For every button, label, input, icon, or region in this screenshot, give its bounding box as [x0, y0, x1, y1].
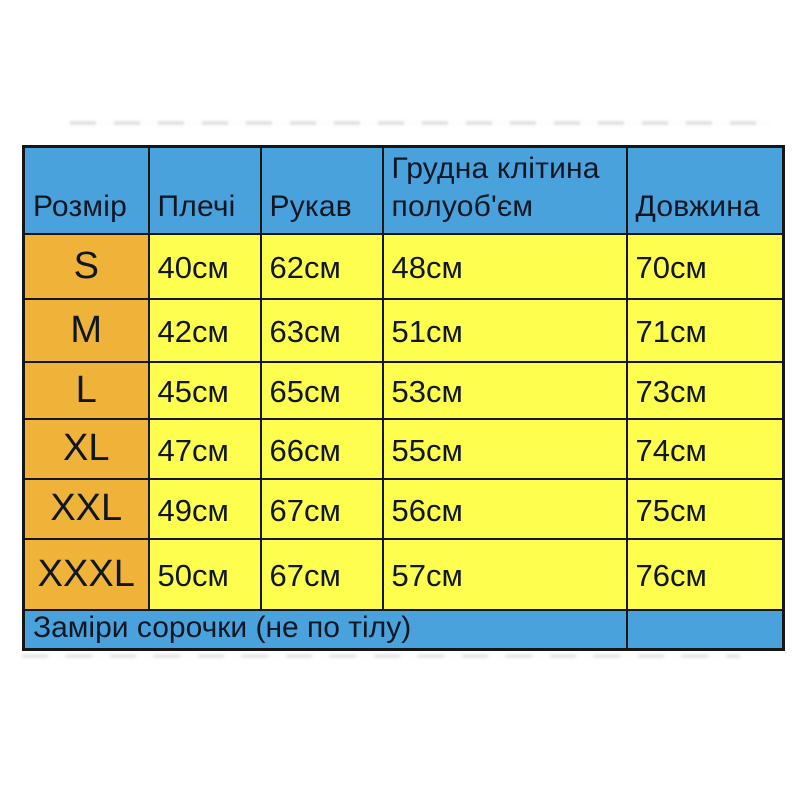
value-cell: 70см	[627, 234, 784, 299]
value-cell: 67см	[261, 539, 383, 610]
value-cell: 47см	[149, 419, 261, 479]
value-cell: 71см	[627, 299, 784, 362]
value-cell: 74см	[627, 419, 784, 479]
table-row	[24, 299, 784, 362]
table-row	[24, 479, 784, 539]
header-cell-chest: Грудна клітина полуоб'єм	[383, 147, 627, 234]
value-cell: 53см	[383, 362, 627, 419]
value-cell: 51см	[383, 299, 627, 362]
header-cell-size: Розмір	[24, 147, 149, 234]
value-cell: 45см	[149, 362, 261, 419]
value-cell: 56см	[383, 479, 627, 539]
value-cell: 76см	[627, 539, 784, 610]
value-cell: 73см	[627, 362, 784, 419]
value-cell: 67см	[261, 479, 383, 539]
value-cell: 48см	[383, 234, 627, 299]
value-cell: 49см	[149, 479, 261, 539]
footer-row	[24, 610, 784, 650]
size-cell: XXL	[24, 479, 149, 539]
value-cell: 62см	[261, 234, 383, 299]
size-cell: L	[24, 362, 149, 419]
footer-empty-cell	[627, 610, 784, 650]
size-cell: XXXL	[24, 539, 149, 610]
size-cell: XL	[24, 419, 149, 479]
table-row	[24, 362, 784, 419]
value-cell: 40см	[149, 234, 261, 299]
value-cell: 66см	[261, 419, 383, 479]
table-row	[24, 539, 784, 610]
jpeg-artifact-line	[22, 654, 740, 658]
size-chart-table	[22, 145, 785, 651]
value-cell: 63см	[261, 299, 383, 362]
size-cell: M	[24, 299, 149, 362]
value-cell: 50см	[149, 539, 261, 610]
header-row	[24, 147, 784, 234]
header-cell-length: Довжина	[627, 147, 784, 234]
header-cell-shoulders: Плечі	[149, 147, 261, 234]
value-cell: 65см	[261, 362, 383, 419]
header-cell-sleeve: Рукав	[261, 147, 383, 234]
table-row	[24, 234, 784, 299]
value-cell: 57см	[383, 539, 627, 610]
size-cell: S	[24, 234, 149, 299]
value-cell: 75см	[627, 479, 784, 539]
table-row	[24, 419, 784, 479]
value-cell: 42см	[149, 299, 261, 362]
jpeg-artifact-line	[70, 121, 770, 125]
value-cell: 55см	[383, 419, 627, 479]
footer-note: Заміри сорочки (не по тілу)	[24, 610, 627, 650]
